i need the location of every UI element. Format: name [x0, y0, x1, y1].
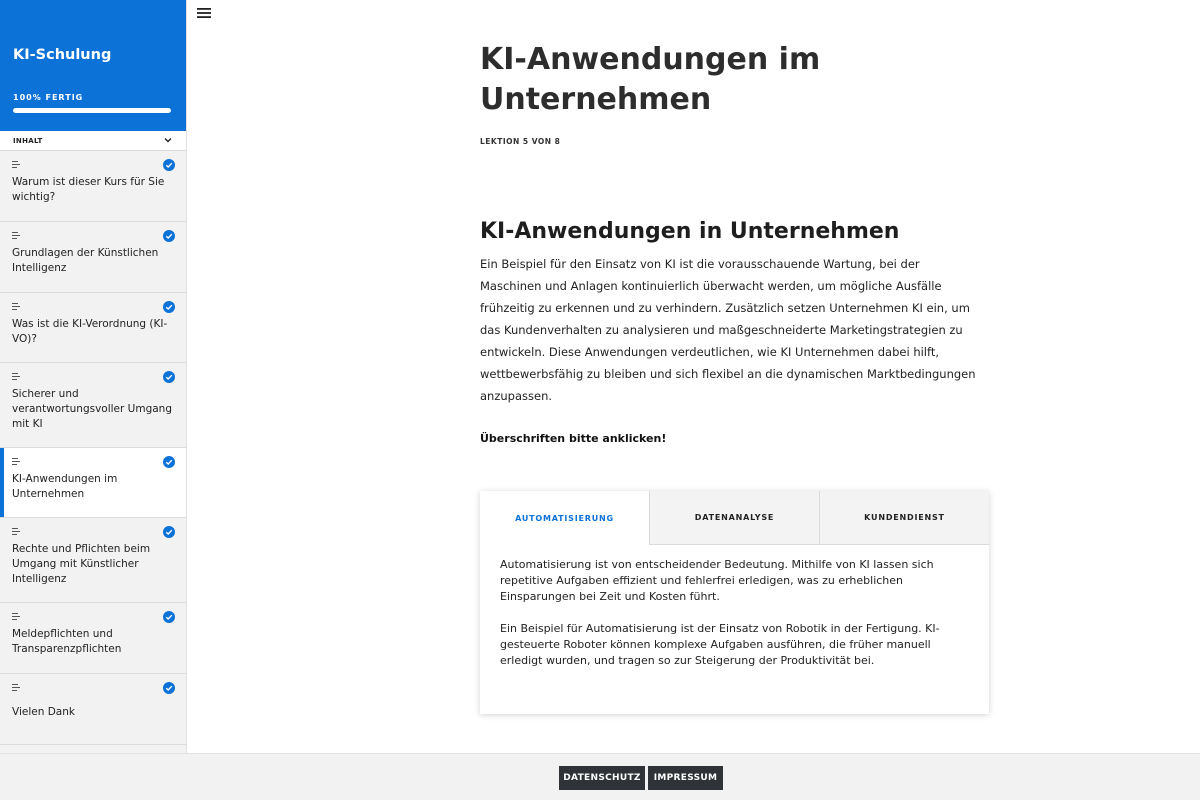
sidebar-item-label: Warum ist dieser Kurs für Sie wichtig? — [12, 176, 165, 203]
sidebar-item-label: Sicherer und verantwortungsvoller Umgang mit KI — [12, 388, 173, 430]
tab-datenanalyse[interactable]: DATENANALYSE — [649, 491, 819, 545]
progress-bar — [13, 108, 171, 113]
text-lesson-icon — [12, 458, 20, 465]
sidebar-item-lesson-1[interactable] — [0, 151, 186, 222]
check-circle-icon — [163, 230, 175, 242]
tab-panel-paragraph: Automatisierung ist von entscheidender Bedeutung. Mithilfe von KI lassen sich repetitive Aufgaben effizient und fehlerfrei erledigen, was zu erheblichen Einsparungen bei Zeit und Kosten führt. — [500, 558, 934, 603]
tab-automatisierung[interactable]: AUTOMATISIERUNG — [480, 491, 649, 545]
tabs-block — [480, 491, 989, 714]
sidebar-item-lesson-5-active[interactable] — [0, 448, 186, 518]
sidebar-item-label: Rechte und Pflichten beim Umgang mit Künstlicher Intelligenz — [12, 543, 151, 585]
sidebar-item-lesson-8[interactable] — [0, 674, 186, 745]
sidebar-item-lesson-7[interactable] — [0, 603, 186, 674]
text-lesson-icon — [12, 161, 20, 168]
progress-label: 100% FERTIG — [13, 93, 84, 102]
sidebar-item-lesson-6[interactable] — [0, 518, 186, 603]
sidebar-item-label: Meldepflichten und Transparenzpflichten — [12, 628, 122, 655]
sidebar-item-label: Was ist die KI-Verordnung (KI-VO)? — [12, 318, 168, 345]
lesson-content — [187, 0, 1200, 753]
lesson-counter: LEKTION 5 VON 8 — [480, 137, 561, 146]
body-paragraph: Ein Beispiel für den Einsatz von KI ist die vorausschauende Wartung, bei der Maschinen und Anlagen kontinuierlich überwacht werden, um mögliche Ausfälle frühzeitig zu erkennen und zu verhindern. Zusätzlich setzen Unternehmen KI ein, um das Kundenverhalten zu analysieren und maßgeschneiderte Marketingstrategien zu entwickeln. Diese Anwendungen verdeutlichen, wie KI Unternehmen dabei hilft, wettbewerbsfähig zu bleiben und sich flexibel an die dynamischen Marktbedingungen anzupassen. — [480, 257, 976, 403]
tab-panel — [480, 545, 989, 669]
section-heading: KI-Anwendungen in Unternehmen — [480, 219, 900, 244]
check-circle-icon — [163, 456, 175, 468]
text-lesson-icon — [12, 232, 20, 239]
chevron-down-icon — [163, 134, 173, 146]
tab-panel-paragraph: Ein Beispiel für Automatisierung ist der Einsatz von Robotik in der Fertigung. KI-gesteuerte Roboter können komplexe Aufgaben ausführen, die früher manuell erledigt wurden, und tragen so zur Steigerung der Produktivität bei. — [500, 622, 940, 667]
instruction-text: Überschriften bitte anklicken! — [480, 432, 667, 445]
tab-kundendienst[interactable]: KUNDENDIENST — [819, 491, 989, 545]
check-circle-icon — [163, 371, 175, 383]
sidebar-item-lesson-2[interactable] — [0, 222, 186, 293]
sidebar-item-label: Grundlagen der Künstlichen Intelligenz — [12, 247, 159, 274]
course-sidebar — [0, 0, 187, 753]
check-circle-icon — [163, 611, 175, 623]
imprint-button[interactable]: IMPRESSUM — [648, 766, 723, 790]
sidebar-item-label: KI-Anwendungen im Unternehmen — [12, 473, 118, 500]
check-circle-icon — [163, 682, 175, 694]
sidebar-item-lesson-3[interactable] — [0, 293, 186, 363]
check-circle-icon — [163, 301, 175, 313]
privacy-button[interactable]: DATENSCHUTZ — [559, 766, 645, 790]
outline-toggle[interactable] — [0, 131, 186, 151]
text-lesson-icon — [12, 613, 20, 620]
check-circle-icon — [163, 159, 175, 171]
footer — [0, 753, 1200, 800]
sidebar-item-lesson-4[interactable] — [0, 363, 186, 448]
text-lesson-icon — [12, 303, 20, 310]
progress-bar-fill — [13, 108, 171, 113]
text-lesson-icon — [12, 373, 20, 380]
sidebar-item-label: Vielen Dank — [12, 706, 75, 718]
sidebar-header — [0, 0, 186, 131]
course-title[interactable]: KI-Schulung — [13, 47, 112, 63]
text-lesson-icon — [12, 684, 20, 691]
check-circle-icon — [163, 526, 175, 538]
page-title: KI-Anwendungen im Unternehmen — [480, 42, 821, 117]
tab-list — [480, 491, 989, 545]
text-lesson-icon — [12, 528, 20, 535]
outline-label: INHALT — [13, 137, 43, 145]
